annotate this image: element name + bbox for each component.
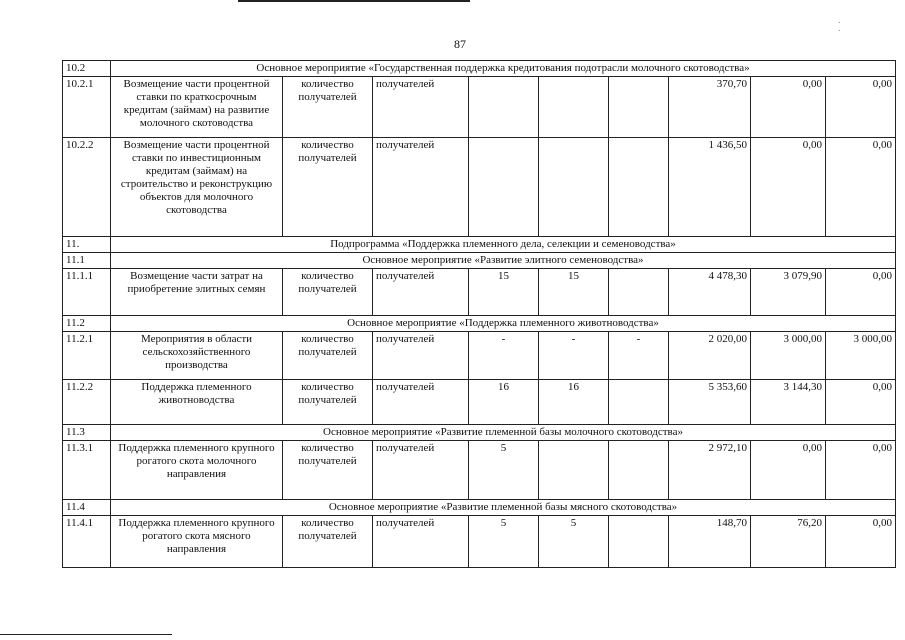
amount-cell: 0,00 [826,441,896,500]
row-code: 11.2 [63,316,111,332]
unit-cell: получателей [373,269,469,316]
indicator-cell: количество получателей [283,441,373,500]
unit-cell: получателей [373,441,469,500]
value-cell [609,77,669,138]
row-code: 11.4 [63,500,111,516]
amount-cell: 0,00 [826,516,896,568]
amount-cell: 1 436,50 [669,138,751,237]
amount-cell: 0,00 [826,380,896,425]
unit-cell: получателей [373,380,469,425]
section-row [63,316,896,332]
unit-cell: получателей [373,332,469,380]
row-code: 11.1 [63,253,111,269]
amount-cell: 0,00 [751,441,826,500]
amount-cell: 0,00 [826,269,896,316]
amount-cell: 2 020,00 [669,332,751,380]
unit-cell: получателей [373,516,469,568]
program-table [62,60,896,568]
page-number: 87 [454,37,466,51]
indicator-cell: количество получателей [283,332,373,380]
row-code: 11.2.1 [63,332,111,380]
measure-name: Поддержка племенного животноводства [111,380,283,425]
section-title: Основное мероприятие «Развитие племенной базы молочного скотоводства» [111,425,896,441]
value-cell: 15 [539,269,609,316]
value-cell: - [539,332,609,380]
row-code: 11. [63,237,111,253]
value-cell [609,269,669,316]
table-row [63,516,896,568]
table-row [63,269,896,316]
section-title: Основное мероприятие «Развитие элитного семеноводства» [111,253,896,269]
indicator-cell: количество получателей [283,516,373,568]
amount-cell: 76,20 [751,516,826,568]
amount-cell: 3 079,90 [751,269,826,316]
section-row [63,61,896,77]
amount-cell: 148,70 [669,516,751,568]
amount-cell: 4 478,30 [669,269,751,316]
row-code: 10.2 [63,61,111,77]
section-title: Основное мероприятие «Развитие племенной базы мясного скотоводства» [111,500,896,516]
indicator-cell: количество получателей [283,380,373,425]
value-cell [469,138,539,237]
amount-cell: 3 000,00 [751,332,826,380]
value-cell: 5 [469,441,539,500]
row-code: 11.1.1 [63,269,111,316]
amount-cell: 0,00 [826,138,896,237]
measure-name: Мероприятия в области сельскохозяйственного производства [111,332,283,380]
row-code: 11.2.2 [63,380,111,425]
value-cell: 16 [469,380,539,425]
value-cell: 16 [539,380,609,425]
bottom-rule [0,634,172,635]
amount-cell: 3 144,30 [751,380,826,425]
unit-cell: получателей [373,138,469,237]
row-code: 11.3.1 [63,441,111,500]
table-row [63,441,896,500]
indicator-cell: количество получателей [283,77,373,138]
measure-name: Поддержка племенного крупного рогатого скота мясного направления [111,516,283,568]
indicator-cell: количество получателей [283,269,373,316]
measure-name: Возмещение части процентной ставки по инвестиционным кредитам (займам) на строительство и реконструкцию объектов для молочного скотоводства [111,138,283,237]
value-cell: - [609,332,669,380]
top-rule [238,0,470,2]
table-row [63,138,896,237]
indicator-cell: количество получателей [283,138,373,237]
section-row [63,237,896,253]
section-title: Основное мероприятие «Государственная поддержка кредитования подотрасли молочного скотоводства» [111,61,896,77]
amount-cell: 3 000,00 [826,332,896,380]
unit-cell: получателей [373,77,469,138]
value-cell [539,77,609,138]
value-cell: 15 [469,269,539,316]
amount-cell: 370,70 [669,77,751,138]
table-row [63,380,896,425]
measure-name: Возмещение части процентной ставки по краткосрочным кредитам (займам) на развитие молочного скотоводства [111,77,283,138]
amount-cell: 2 972,10 [669,441,751,500]
value-cell [609,516,669,568]
value-cell: 5 [469,516,539,568]
value-cell [469,77,539,138]
row-code: 11.3 [63,425,111,441]
value-cell [609,441,669,500]
measure-name: Поддержка племенного крупного рогатого скота молочного направления [111,441,283,500]
corner-marks: · · [838,19,869,35]
amount-cell: 5 353,60 [669,380,751,425]
amount-cell: 0,00 [751,77,826,138]
value-cell [539,138,609,237]
value-cell [539,441,609,500]
amount-cell: 0,00 [751,138,826,237]
table-body [63,61,896,568]
row-code: 10.2.1 [63,77,111,138]
section-row [63,425,896,441]
value-cell [609,138,669,237]
value-cell: - [469,332,539,380]
amount-cell: 0,00 [826,77,896,138]
table-row [63,77,896,138]
row-code: 11.4.1 [63,516,111,568]
section-row [63,500,896,516]
value-cell [609,380,669,425]
measure-name: Возмещение части затрат на приобретение элитных семян [111,269,283,316]
section-row [63,253,896,269]
value-cell: 5 [539,516,609,568]
table-row [63,332,896,380]
row-code: 10.2.2 [63,138,111,237]
section-title: Подпрограмма «Поддержка племенного дела, селекции и семеноводства» [111,237,896,253]
section-title: Основное мероприятие «Поддержка племенного животноводства» [111,316,896,332]
